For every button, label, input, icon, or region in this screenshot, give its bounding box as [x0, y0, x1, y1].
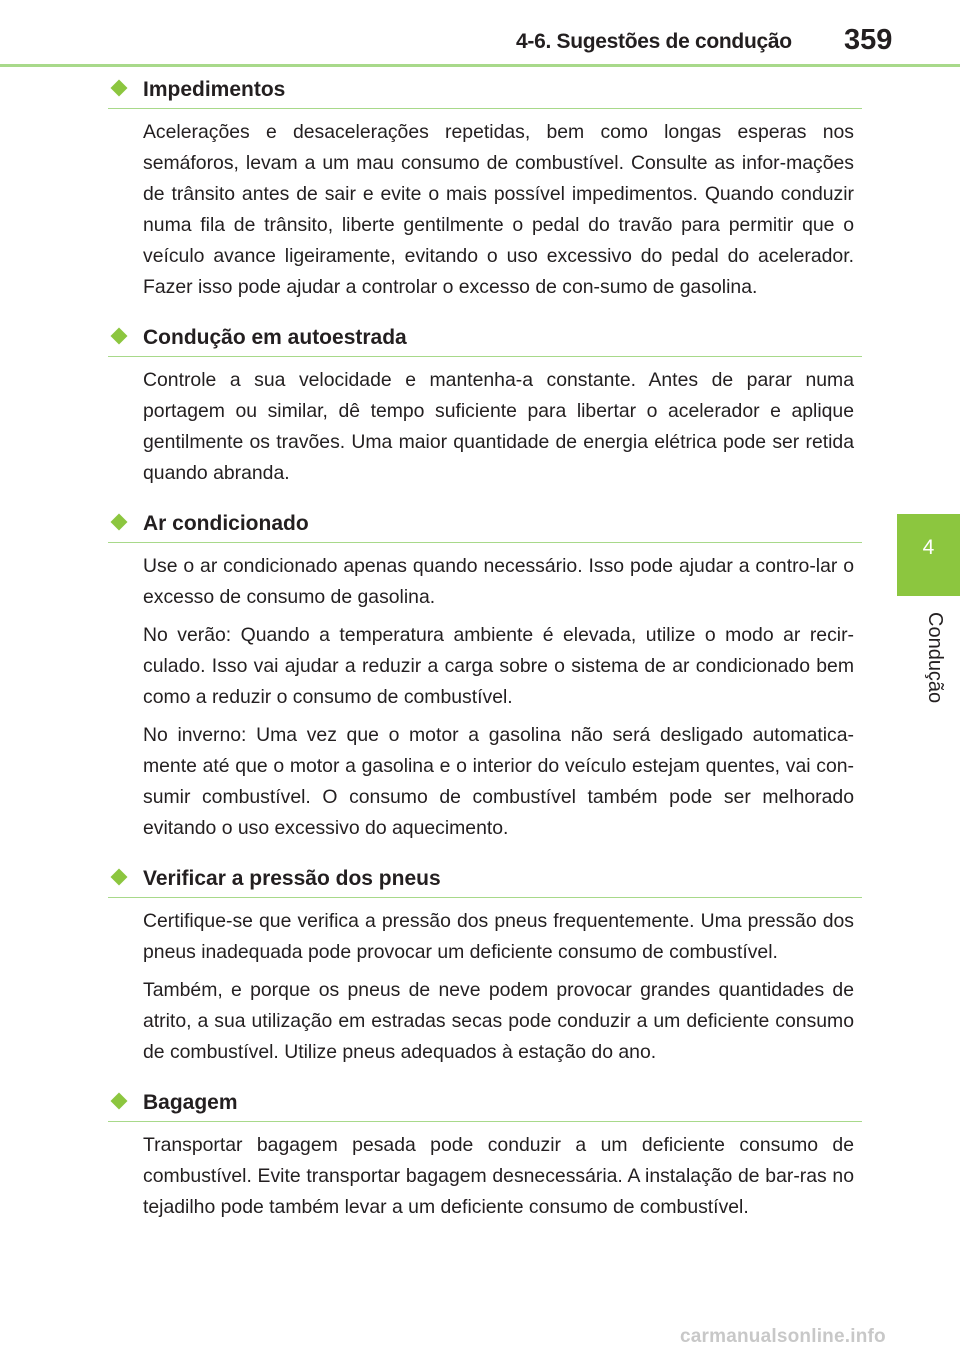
- paragraph: Certifique-se que verifica a pressão dos pneus frequentemente. Uma pressão dos pneus inadequada pode provocar um deficiente consumo de combustível.: [143, 910, 854, 963]
- section-heading: [108, 322, 862, 357]
- section-heading: [108, 508, 862, 543]
- chapter-tab-label: Condução: [924, 612, 946, 704]
- page-content: [108, 74, 862, 1230]
- page-number: 359: [844, 24, 893, 56]
- section-autoestrada: [108, 322, 862, 489]
- section-title: Ar condicionado: [143, 512, 309, 535]
- page-header: [0, 0, 960, 68]
- section-bagagem: [108, 1087, 862, 1223]
- diamond-bullet-icon: [111, 328, 128, 345]
- section-heading: [108, 1087, 862, 1122]
- chapter-tab: [897, 514, 960, 596]
- paragraph: Transportar bagagem pesada pode conduzir a um deficiente consumo de combustível. Evite transportar bagagem desnecessária. A instalação de bar-ras no tejadilho pode também levar a um deficiente consumo de combustível.: [143, 1134, 854, 1218]
- diamond-bullet-icon: [111, 1093, 128, 1110]
- paragraph: No verão: Quando a temperatura ambiente é elevada, utilize o modo ar recir-culado. Isso vai ajudar a reduzir a carga sobre o sistema de ar condicionado bem como a reduzir o consumo de combustível.: [143, 624, 854, 708]
- paragraph: Também, e porque os pneus de neve podem provocar grandes quantidades de atrito, a sua utilização em estradas secas pode conduzir a um deficiente consumo de combustível. Utilize pneus adequados à estação do ano.: [143, 979, 854, 1063]
- section-impedimentos: [108, 74, 862, 303]
- section-ar-condicionado: [108, 508, 862, 844]
- paragraph: No inverno: Uma vez que o motor a gasolina não será desligado automatica-mente até que o motor a gasolina e o interior do veículo estejam quentes, vai con-sumir combustível. O consumo de combustível também pode ser melhorado evitando o uso excessivo do aquecimento.: [143, 724, 854, 839]
- section-pressao-pneus: [108, 863, 862, 1068]
- header-rule: [0, 64, 960, 67]
- chapter-title: 4-6. Sugestões de condução: [516, 30, 792, 53]
- paragraph: Acelerações e desacelerações repetidas, bem como longas esperas nos semáforos, levam a um mau consumo de combustível. Consulte as infor-mações de trânsito antes de sair e evite o mais possível impedimentos. Quando conduzir numa fila de trânsito, liberte gentilmente o pedal do travão para permitir que o veículo avance ligeiramente, evitando o uso excessivo do pedal do acelerador. Fazer isso pode ajudar a controlar o excesso de con-sumo de gasolina.: [143, 121, 854, 298]
- section-title: Impedimentos: [143, 78, 286, 101]
- paragraph: Use o ar condicionado apenas quando necessário. Isso pode ajudar a contro-lar o excesso de consumo de gasolina.: [143, 555, 854, 608]
- diamond-bullet-icon: [111, 869, 128, 886]
- paragraph: Controle a sua velocidade e mantenha-a constante. Antes de parar numa portagem ou similar, dê tempo suficiente para libertar o acelerador e aplique gentilmente os travões. Uma maior quantidade de energia elétrica pode ser retida quando abranda.: [143, 369, 854, 484]
- section-heading: [108, 74, 862, 109]
- section-title: Condução em autoestrada: [143, 326, 407, 349]
- section-title: Verificar a pressão dos pneus: [143, 867, 441, 890]
- section-heading: [108, 863, 862, 898]
- diamond-bullet-icon: [111, 80, 128, 97]
- section-title: Bagagem: [143, 1091, 238, 1114]
- diamond-bullet-icon: [111, 514, 128, 531]
- footer-watermark: carmanualsonline.info: [680, 1326, 886, 1347]
- chapter-tab-number: 4: [922, 536, 935, 559]
